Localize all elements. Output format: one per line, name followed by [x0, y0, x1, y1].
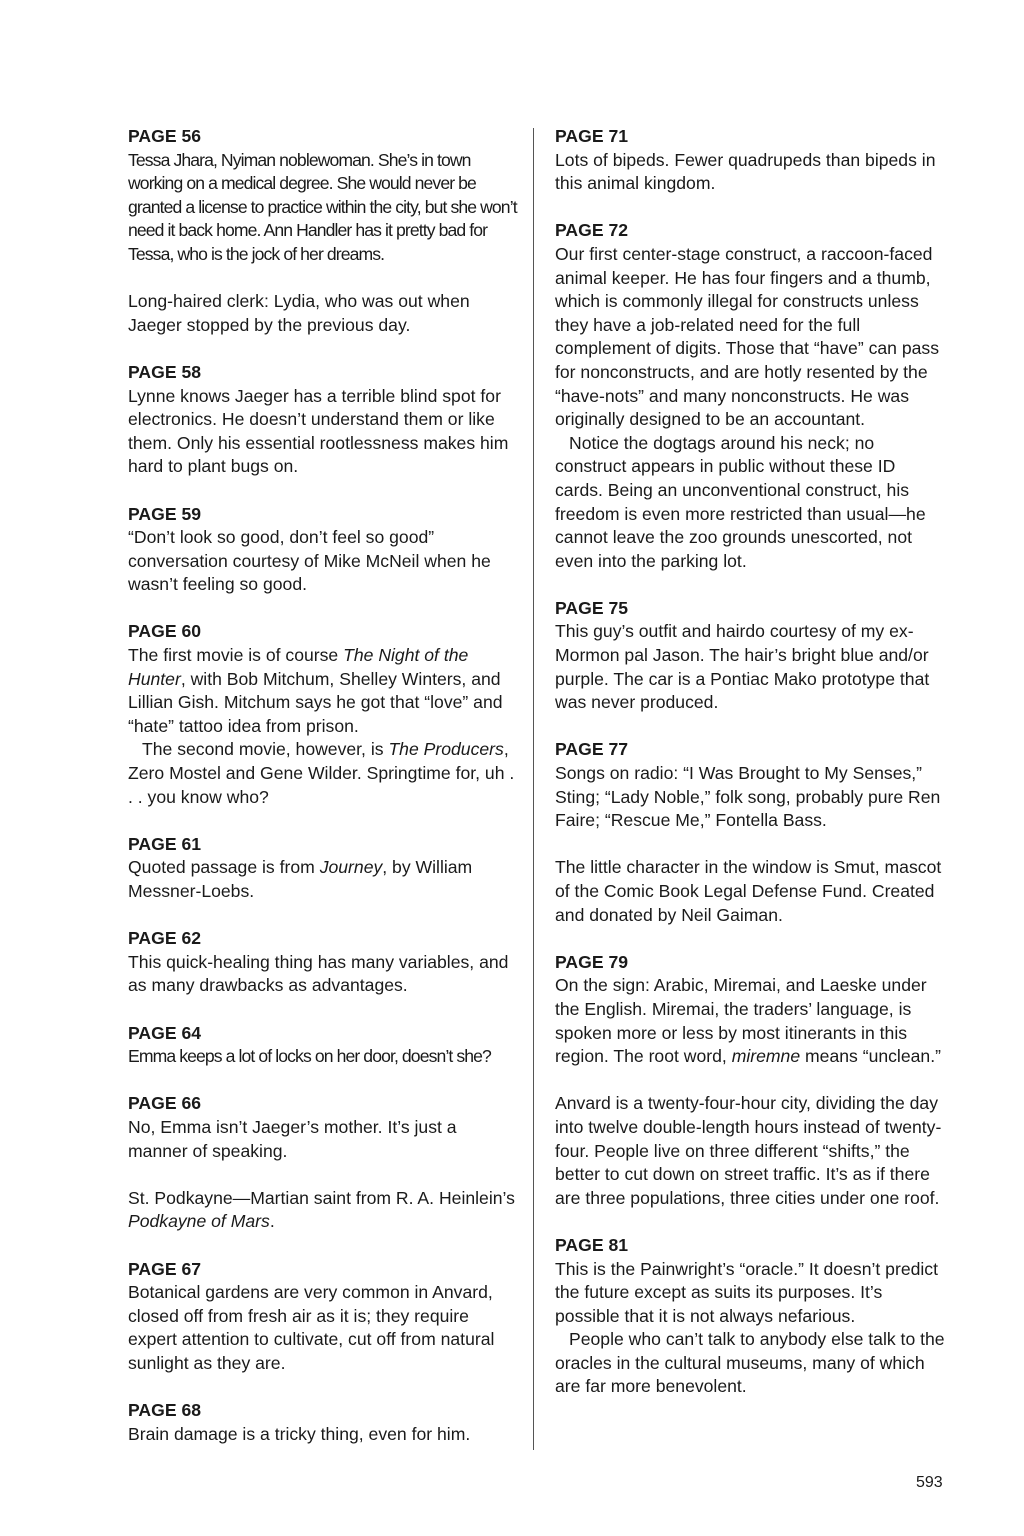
entry-paragraph: Long-haired clerk: Lydia, who was out when Jaeger stopped by the previous day. — [128, 291, 470, 335]
column-divider — [533, 128, 534, 1450]
note-entry — [555, 219, 945, 573]
entry-heading: PAGE 60 — [128, 621, 202, 642]
entry-paragraph: People who can’t talk to anybody else talk to the oracles in the cultural museums, many of which are far more benevolent. — [555, 1329, 945, 1397]
entry-paragraph: St. Podkayne—Martian saint from R. A. Heinlein’s Podkayne of Mars. — [128, 1187, 515, 1232]
entry-heading: PAGE 62 — [128, 928, 202, 949]
work-title: Podkayne of Mars — [128, 1211, 270, 1232]
entry-paragraph: This guy’s outfit and hairdo courtesy of my ex-Mormon pal Jason. The hair’s bright blue and/or purple. The car is a Pontiac Mako prototype that was never produced. — [555, 621, 930, 713]
work-title: The Producers — [388, 739, 504, 760]
entry-heading: PAGE 79 — [555, 951, 629, 972]
note-entry — [555, 951, 945, 1211]
work-title: Journey — [319, 857, 383, 878]
note-entry — [555, 597, 945, 715]
note-entry — [128, 1022, 520, 1069]
left-column — [128, 125, 520, 1470]
entry-paragraph: Botanical gardens are very common in Anvard, closed off from fresh air as it is; they require expert attention to cultivate, cut off from natural sunlight as they are. — [128, 1282, 495, 1373]
entry-paragraph: Quoted passage is from Journey, by William Messner-Loebs. — [128, 857, 473, 901]
entry-paragraph: Anvard is a twenty-four-hour city, dividing the day into twelve double-length hours instead of twenty-four. People live on three different “shifts,” the better to cut down on street traffic. It’s as if there are three populations, three cities under one roof. — [555, 1093, 942, 1208]
entry-paragraph: Notice the dogtags around his neck; no construct appears in public without these ID cards. Being an unconventional construct, his freedom is even more restricted than usual—he cannot leave the zoo grounds unescorted, not even into the parking lot. — [555, 432, 926, 571]
page-number: 593 — [916, 1474, 943, 1491]
note-entry — [555, 738, 945, 927]
note-entry — [128, 927, 520, 998]
work-title: The Night of the Hunter — [128, 645, 469, 689]
entry-heading: PAGE 77 — [555, 739, 629, 760]
entry-heading: PAGE 61 — [128, 833, 202, 854]
entry-paragraph: Emma keeps a lot of locks on her door, doesn’t she? — [128, 1046, 491, 1067]
foreign-word: miremne — [731, 1046, 801, 1067]
entry-heading: PAGE 56 — [128, 126, 202, 146]
entry-heading: PAGE 68 — [128, 1400, 202, 1421]
entry-heading: PAGE 72 — [555, 220, 629, 241]
entry-paragraph: Lynne knows Jaeger has a terrible blind spot for electronics. He doesn’t understand them or like them. Only his essential rootlessness makes him hard to plant bugs on. — [128, 385, 509, 477]
entry-paragraph: The first movie is of course The Night of the Hunter, with Bob Mitchum, Shelley Winters, and Lillian Gish. Mitchum says he got that “love” and “hate” tattoo idea from prison. — [128, 645, 503, 736]
right-column — [555, 125, 945, 1423]
entry-paragraph: On the sign: Arabic, Miremai, and Laeske under the English. Miremai, the traders’ language, is spoken more or less by most itinerants in this region. The root word, miremne means “unclean.” — [555, 975, 941, 1067]
note-entry — [128, 1258, 520, 1376]
entry-heading: PAGE 67 — [128, 1258, 202, 1279]
entry-paragraph: Our first center-stage construct, a raccoon-faced animal keeper. He has four fingers and a thumb, which is commonly illegal for constructs unless they have a job-related need for the full complement of digits. Those that “have” can pass for nonconstructs, and are hotly resented by the “have-nots” and many nonconstructs. He was originally designed to be an accountant. — [555, 243, 940, 430]
entry-paragraph: This is the Painwright’s “oracle.” It doesn’t predict the future except as suits its purposes. It’s possible that it is not always nefarious. — [555, 1258, 938, 1326]
note-entry — [128, 125, 520, 337]
entry-heading: PAGE 59 — [128, 503, 202, 524]
note-entry — [128, 1399, 520, 1446]
entry-heading: PAGE 66 — [128, 1093, 202, 1114]
entry-paragraph: The second movie, however, is The Producers, Zero Mostel and Gene Wilder. Springtime for, uh . . . you know who? — [128, 739, 515, 807]
entry-paragraph: “Don’t look so good, don’t feel so good” conversation courtesy of Mike McNeil when he wasn’t feeling so good. — [128, 527, 491, 595]
entry-paragraph: No, Emma isn’t Jaeger’s mother. It’s just a manner of speaking. — [128, 1116, 457, 1161]
entry-heading: PAGE 81 — [555, 1234, 629, 1255]
entry-paragraph: Lots of bipeds. Fewer quadrupeds than bipeds in this animal kingdom. — [555, 149, 936, 194]
entry-heading: PAGE 58 — [128, 361, 202, 382]
note-entry — [128, 361, 520, 479]
note-entry — [128, 833, 520, 904]
entry-paragraph: Tessa Jhara, Nyiman noblewoman. She’s in town working on a medical degree. She would never be granted a license to practice within the city, but she won’t need it back home. Ann Handler has it pretty bad for Tessa, who is the jock of her dreams. — [128, 149, 517, 264]
note-entry — [128, 1092, 520, 1234]
note-entry — [555, 125, 945, 196]
entry-heading: PAGE 75 — [555, 597, 629, 618]
entry-paragraph: The little character in the window is Smut, mascot of the Comic Book Legal Defense Fund. Created and donated by Neil Gaiman. — [555, 857, 942, 925]
entry-heading: PAGE 64 — [128, 1022, 202, 1043]
note-entry — [555, 1234, 945, 1399]
entry-paragraph: Brain damage is a tricky thing, even for him. — [128, 1423, 471, 1444]
note-entry — [128, 503, 520, 597]
entry-paragraph: Songs on radio: “I Was Brought to My Senses,” Sting; “Lady Noble,” folk song, probably pure Ren Faire; “Rescue Me,” Fontella Bass. — [555, 763, 941, 831]
entry-paragraph: This quick-healing thing has many variables, and as many drawbacks as advantages. — [128, 951, 509, 996]
note-entry — [128, 620, 520, 809]
entry-heading: PAGE 71 — [555, 126, 629, 146]
